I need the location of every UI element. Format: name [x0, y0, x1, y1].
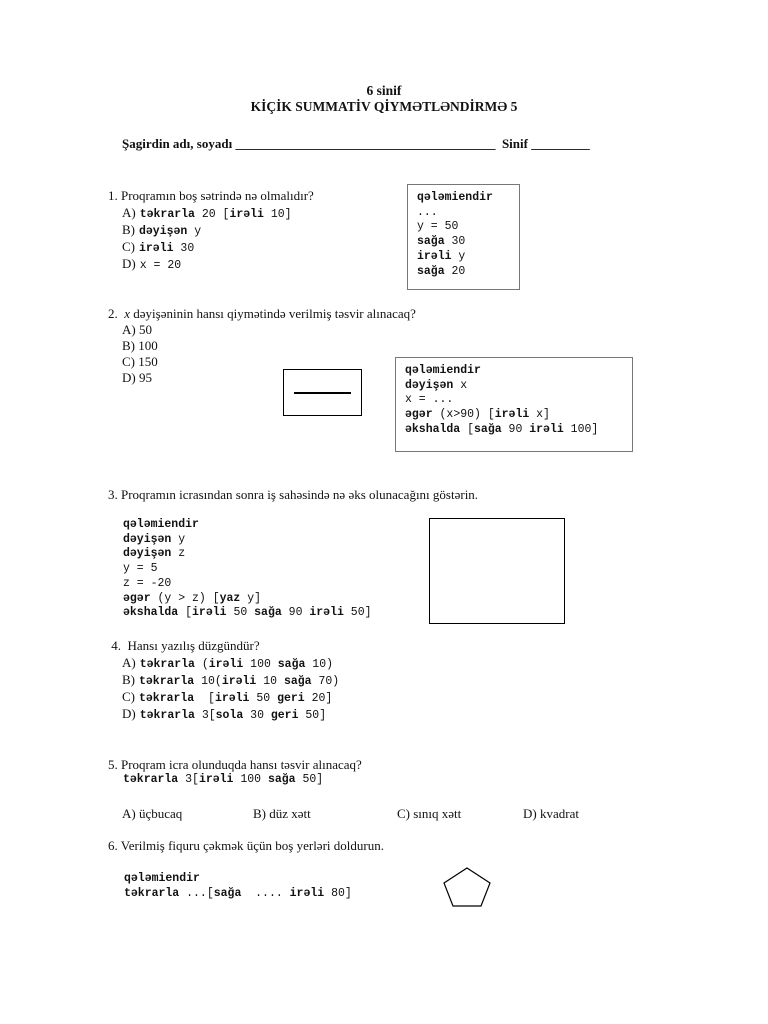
- code-line: təkrarla ...[sağa .... irəli 80]: [124, 886, 352, 900]
- question-3: 3. Proqramın icrasından sonra iş sahəsində nə əks olunacağını göstərin.: [108, 487, 479, 502]
- q5-option-b[interactable]: B) düz xətt: [253, 806, 311, 821]
- code-line: y = 50: [417, 220, 459, 234]
- grade-label: 6 sinif: [366, 83, 402, 98]
- code-line: dəyişən x: [405, 378, 468, 392]
- code-line: ...: [417, 205, 438, 219]
- class-blank[interactable]: _________: [531, 136, 590, 151]
- q1-option-d[interactable]: D) x = 20: [122, 256, 182, 272]
- code-line: irəli y: [417, 249, 466, 263]
- question-2: 2. x dəyişəninin hansı qiymətində verilmiş təsvir alınacaq?: [108, 306, 416, 321]
- q2-option-b[interactable]: B) 100: [122, 338, 158, 353]
- q3-answer-area[interactable]: [429, 518, 565, 624]
- code-line: y = 5: [123, 562, 158, 576]
- code-line: əgər (x>90) [irəli x]: [405, 408, 550, 422]
- student-name-label: Şagirdin adı, soyadı: [122, 136, 233, 151]
- question-6: 6. Verilmiş fiquru çəkmək üçün boş yerləri doldurun.: [108, 838, 384, 853]
- q4-option-c[interactable]: C) təkrarla [irəli 50 geri 20]: [122, 689, 333, 705]
- q1-option-a[interactable]: A) təkrarla 20 [irəli 10]: [122, 205, 292, 221]
- q4-option-a[interactable]: A) təkrarla (irəli 100 sağa 10): [122, 655, 333, 671]
- q5-option-a[interactable]: A) üçbucaq: [122, 806, 183, 821]
- code-line: qələmiendir: [124, 872, 200, 885]
- page-title: KİÇİK SUMMATİV QİYMƏTLƏNDİRMƏ 5: [250, 99, 518, 114]
- q4-option-d[interactable]: D) təkrarla 3[sola 30 geri 50]: [122, 706, 327, 722]
- q1-option-c[interactable]: C) irəli 30: [122, 239, 195, 255]
- class-label: Sinif: [501, 136, 528, 151]
- q3-code: [123, 518, 372, 621]
- q1-option-b[interactable]: B) dəyişən y: [122, 222, 202, 238]
- code-line: dəyişən y: [123, 532, 186, 546]
- code-line: qələmiendir: [405, 364, 481, 377]
- code-line: qələmiendir: [417, 191, 493, 204]
- code-line: əkshalda [sağa 90 irəli 100]: [405, 422, 599, 436]
- student-name-row: [122, 136, 590, 152]
- q2-figure-line: [294, 392, 351, 394]
- code-line: qələmiendir: [123, 518, 199, 531]
- code-line: x = ...: [405, 393, 454, 407]
- q1-code-box: [407, 184, 520, 290]
- code-line: z = -20: [123, 576, 172, 590]
- q5-code: təkrarla 3[irəli 100 sağa 50]: [123, 773, 324, 786]
- q2-figure: [283, 369, 362, 416]
- code-line: əkshalda [irəli 50 sağa 90 irəli 50]: [123, 606, 372, 620]
- q5-option-c[interactable]: C) sınıq xətt: [397, 806, 462, 821]
- q6-code: [124, 872, 352, 901]
- q1-options: [122, 204, 292, 272]
- pentagon-figure: [441, 866, 493, 908]
- student-name-blank[interactable]: ________________________________________: [235, 136, 496, 151]
- q2-code-box: [395, 357, 633, 452]
- q5-option-d[interactable]: D) kvadrat: [523, 806, 579, 821]
- code-line: sağa 30: [417, 235, 466, 249]
- q2-option-a[interactable]: A) 50: [122, 322, 152, 337]
- pentagon-shape: [444, 868, 490, 906]
- q2-option-c[interactable]: C) 150: [122, 354, 158, 369]
- question-5: 5. Proqram icra olunduqda hansı təsvir alınacaq?: [108, 757, 362, 772]
- code-line: dəyişən z: [123, 547, 186, 561]
- code-line: əgər (y > z) [yaz y]: [123, 591, 262, 605]
- q4-option-b[interactable]: B) təkrarla 10(irəli 10 sağa 70): [122, 672, 340, 688]
- question-4: 4. Hansı yazılış düzgündür?: [108, 638, 260, 653]
- question-1: 1. Proqramın boş sətrində nə olmalıdır?: [108, 188, 314, 203]
- q2-options: [122, 322, 158, 386]
- q2-option-d[interactable]: D) 95: [122, 370, 152, 385]
- q4-options: [122, 654, 339, 722]
- code-line: sağa 20: [417, 264, 466, 278]
